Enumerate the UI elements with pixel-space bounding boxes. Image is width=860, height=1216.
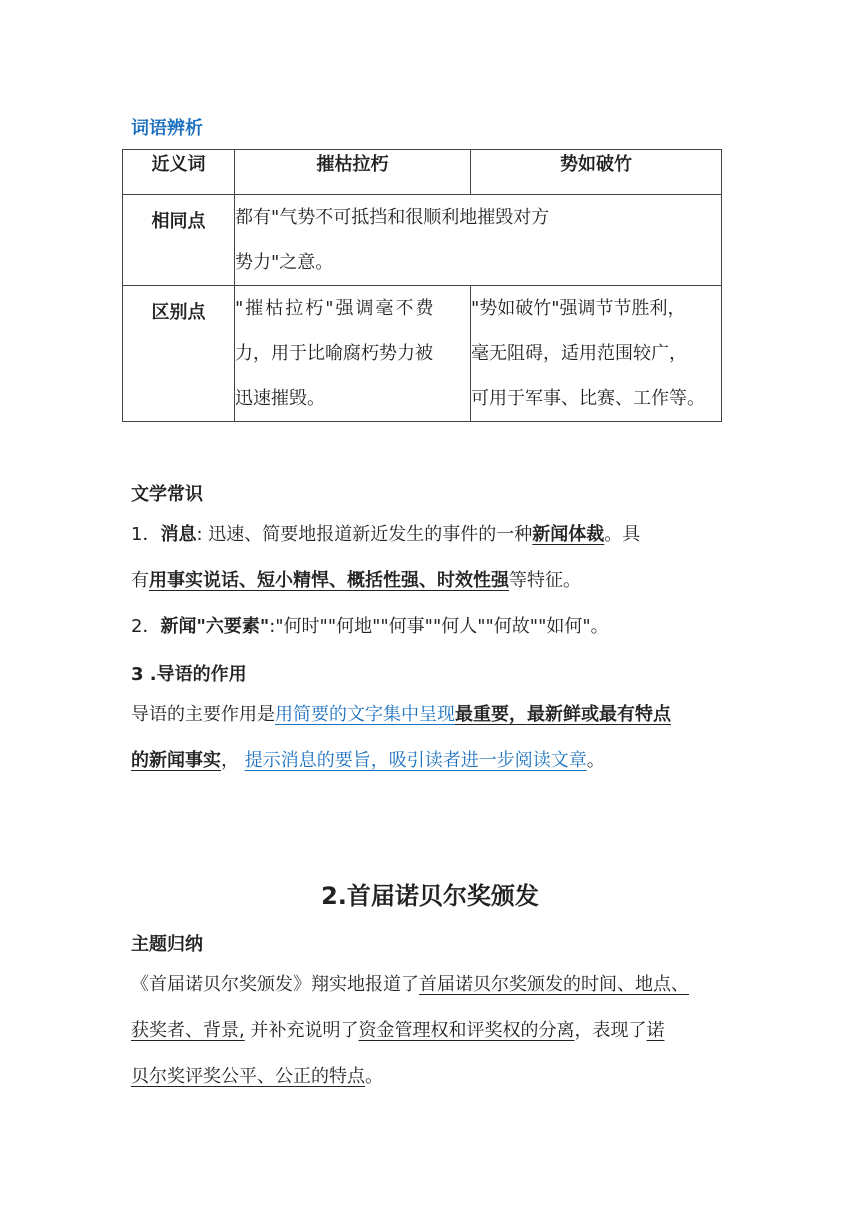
- header-cell-synonym: 近义词: [123, 150, 235, 195]
- table-row-diff: [123, 286, 722, 422]
- same-point-line-2: 势力"之意。: [235, 252, 334, 273]
- summary-underline-1: 首届诺贝尔奖颁发的时间、地点、: [419, 974, 689, 995]
- header-cell-word-b: 势如破竹: [471, 150, 722, 195]
- diff-cell-word-a: [235, 286, 471, 422]
- row-label-same: 相同点: [123, 195, 235, 286]
- diff-a-line-3: 迅速摧毁。: [235, 388, 325, 409]
- lead-link-2[interactable]: 提示消息的要旨，吸引读者进一步阅读文章: [244, 750, 587, 771]
- same-point-cell: [235, 195, 722, 286]
- chapter-title: 2.首届诺贝尔奖颁发: [321, 882, 539, 910]
- lead-link-1[interactable]: 用简要的文字集中呈现: [275, 704, 455, 725]
- diff-a-line-1: "摧枯拉朽"强调毫不费: [235, 298, 436, 319]
- diff-b-line-2: 毫无阻碍，适用范围较广，: [471, 343, 687, 364]
- knowledge-item-2: 2．新闻"六要素":"何时""何地""何事""何人""何故""如何"。: [131, 616, 609, 637]
- same-point-line-1: 都有"气势不可抵挡和很顺利地摧毁对方: [235, 207, 550, 228]
- summary-underline-5: 贝尔奖评奖公平、公正的特点: [131, 1066, 365, 1087]
- header-cell-word-a: 摧枯拉朽: [235, 150, 471, 195]
- diff-b-line-1: "势如破竹"强调节节胜利，: [471, 298, 686, 319]
- table-row-same: [123, 195, 722, 286]
- lead-bold-1: 最重要，最新鲜或最有特点: [455, 704, 671, 725]
- summary-underline-2: 获奖者、背景,: [131, 1020, 245, 1041]
- summary-underline-3: 资金管理权和评奖权的分离: [358, 1020, 575, 1041]
- theme-summary-paragraph: 《首届诺贝尔奖颁发》翔实地报道了首届诺贝尔奖颁发的时间、地点、 获奖者、背景, 并补充说明了资金管理权和评奖权的分离，表现了诺 贝尔奖评奖公平、公正的特点。: [131, 974, 689, 1087]
- row-label-diff: 区别点: [123, 286, 235, 422]
- term-news: 消息: [160, 524, 197, 545]
- knowledge-item-1: 1．消息: 迅速、简要地报道新近发生的事件的一种新闻体裁。具 有用事实说话、短小精悍、概括性强、时效性强等特征。: [131, 524, 641, 591]
- summary-underline-4: 诺: [646, 1020, 665, 1041]
- term-six-elements: 新闻"六要素": [160, 616, 270, 637]
- synonym-comparison-table: [122, 149, 722, 422]
- diff-cell-word-b: [471, 286, 722, 422]
- news-features: 用事实说话、短小精悍、概括性强、时效性强: [149, 570, 509, 591]
- section-heading-word-analysis: 词语辨析: [131, 118, 203, 139]
- diff-b-line-3: 可用于军事、比赛、工作等。: [471, 388, 705, 409]
- section-heading-literary-knowledge: 文学常识: [131, 484, 203, 505]
- section-heading-theme-summary: 主题归纳: [131, 934, 203, 955]
- table-header-row: [123, 150, 722, 195]
- news-genre: 新闻体裁: [532, 524, 605, 545]
- diff-a-line-2: 力，用于比喻腐朽势力被: [235, 343, 433, 364]
- lead-bold-2: 的新闻事实: [131, 750, 221, 771]
- heading-lead-function: 3 .导语的作用: [131, 664, 247, 685]
- knowledge-item-3: 导语的主要作用是用简要的文字集中呈现最重要，最新鲜或最有特点 的新闻事实， 提示消息的要旨，吸引读者进一步阅读文章。: [131, 704, 671, 771]
